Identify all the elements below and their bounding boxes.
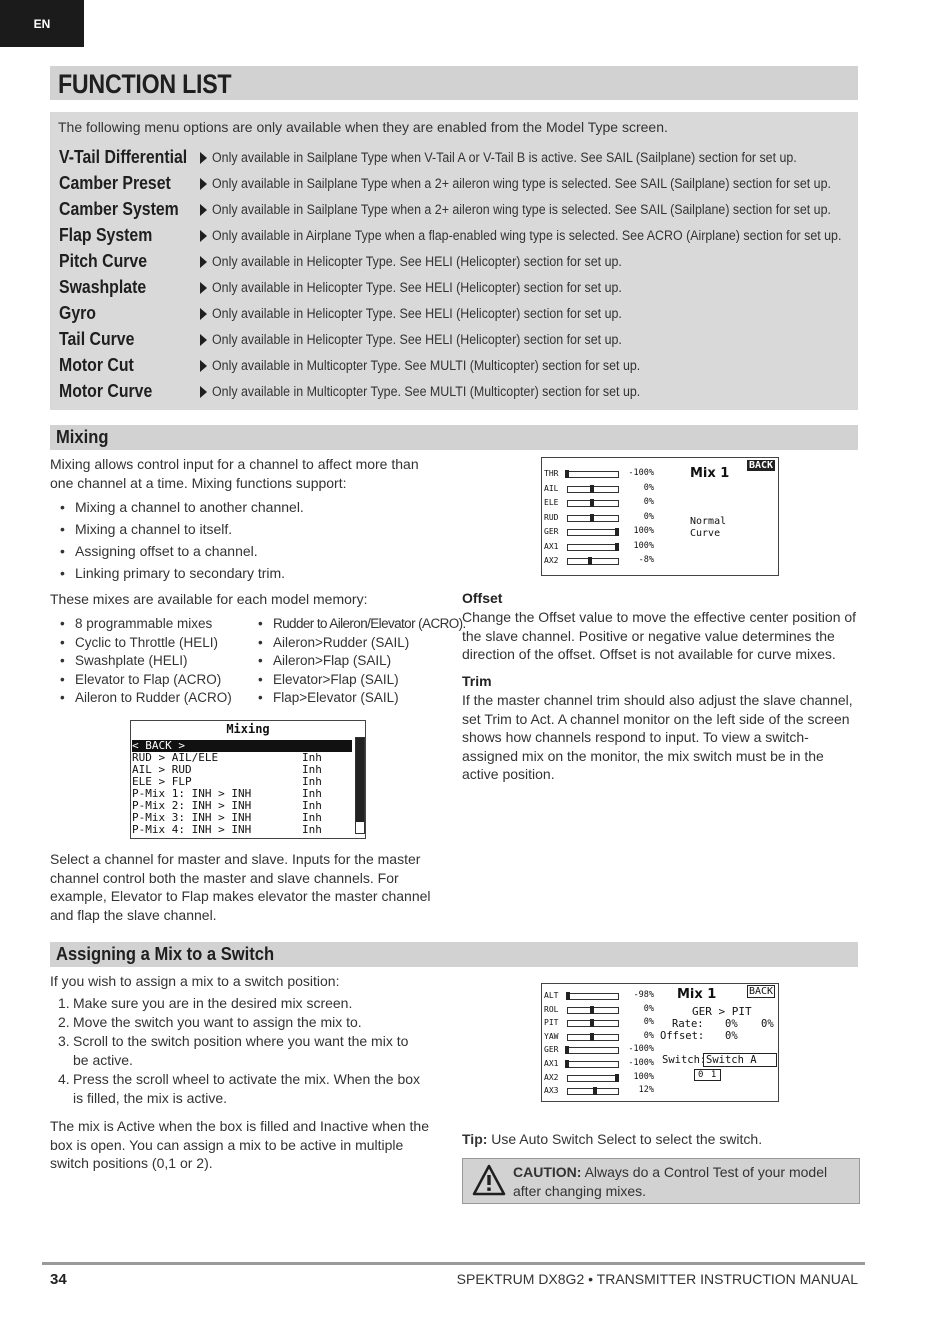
arrow-right-icon — [200, 204, 207, 216]
channel-value: 0% — [643, 1003, 654, 1014]
step-item — [50, 1070, 425, 1108]
function-name: Motor Cut — [59, 355, 134, 375]
channel-monitor-row — [542, 1071, 662, 1085]
function-name: Camber Preset — [59, 173, 171, 193]
channel-value: 100% — [633, 540, 654, 551]
channel-marker — [590, 1006, 594, 1014]
step-number: 3. — [58, 1033, 70, 1049]
step-item — [50, 1032, 425, 1070]
switch-select[interactable]: Switch A — [703, 1053, 777, 1067]
caution-text — [513, 1163, 853, 1200]
function-name: Gyro — [59, 303, 96, 323]
channel-value: -100% — [628, 468, 654, 478]
step-number: 2. — [58, 1014, 70, 1030]
channel-marker — [590, 514, 594, 522]
menu-row-label: P-Mix 2: INH > INH — [132, 799, 252, 812]
arrow-right-icon — [200, 230, 207, 242]
channel-value: 0% — [643, 1030, 654, 1041]
function-description: Only available in Multicopter Type. See MULTI (Multicopter) section for set up. — [212, 384, 641, 399]
function-row — [50, 329, 858, 355]
function-description: Only available in Sailplane Type when a 2+ aileron wing type is selected. See SAIL (Sailplane) section for set up. — [212, 176, 831, 191]
channel-value: 0% — [643, 511, 654, 522]
channel-bar — [567, 1075, 619, 1082]
mix-monitor-screen — [541, 457, 779, 576]
step-text: Make sure you are in the desired mix screen. — [73, 995, 353, 1011]
channel-value: 0% — [643, 1017, 654, 1028]
arrow-right-icon — [200, 256, 207, 268]
channel-value: 0% — [643, 482, 654, 493]
channel-label: AX1 — [544, 541, 559, 551]
channel-value: 0% — [643, 497, 654, 507]
function-name: Swashplate — [59, 277, 147, 297]
channel-monitor-row — [542, 1057, 662, 1071]
caution-box — [462, 1158, 860, 1204]
function-name: V-Tail Differential — [59, 147, 188, 167]
function-name: Camber System — [59, 199, 179, 219]
switch-assign-screen — [541, 983, 779, 1102]
channel-bar — [567, 993, 619, 1000]
offset-text: Change the Offset value to move the effective center position of the slave channel. Positive or negative value determines the direction of the offset. Offset is not available for curve mixes. — [462, 609, 857, 662]
channel-marker — [615, 543, 619, 551]
channel-label: AX2 — [544, 1072, 559, 1082]
channel-value: -100% — [628, 1044, 654, 1055]
footer-rule — [42, 1262, 865, 1265]
switch-screen-title: Mix 1 — [677, 987, 717, 1002]
channel-label: AX1 — [544, 1059, 559, 1068]
offset-label: Offset: — [660, 1030, 705, 1042]
channel-label: RUD — [544, 512, 559, 522]
function-name: Motor Curve — [59, 381, 153, 401]
channel-monitor-row — [542, 554, 662, 569]
channel-marker — [590, 499, 594, 507]
trim-heading: Trim — [462, 673, 492, 689]
menu-row-label: ELE > FLP — [132, 775, 192, 788]
function-row — [50, 225, 858, 251]
function-description: Only available in Helicopter Type. See HELI (Helicopter) section for set up. — [212, 254, 622, 269]
channel-bar — [567, 558, 619, 565]
function-description: Only available in Sailplane Type when a 2+ aileron wing type is selected. See SAIL (Sailplane) section for set up. — [212, 202, 831, 217]
channel-monitor-row — [542, 467, 662, 482]
channel-bar — [567, 471, 619, 478]
assign-note: The mix is Active when the box is filled and Inactive when the box is open. You can assign a mix to be active in multiple switch positions (0,1 or 2). — [50, 1118, 429, 1171]
tip-line — [462, 1130, 762, 1149]
caution-label: CAUTION: — [513, 1164, 582, 1180]
channel-monitor-row — [542, 1043, 662, 1057]
warning-icon — [472, 1164, 506, 1196]
scrollbar[interactable] — [355, 737, 365, 834]
menu-row-label: P-Mix 4: INH > INH — [132, 823, 252, 836]
list-item: • Elevator to Flap (ACRO) — [50, 671, 250, 690]
channel-label: AX2 — [544, 556, 559, 565]
function-description: Only available in Sailplane Type when V-Tail A or V-Tail B is active. See SAIL (Sailplane) section for set up. — [212, 150, 797, 165]
channel-label: ROL — [544, 1004, 559, 1014]
channel-value: -98% — [633, 990, 654, 1000]
channel-monitor-row — [542, 1003, 662, 1017]
menu-row-label: P-Mix 1: INH > INH — [132, 787, 252, 800]
select-channel-text: Select a channel for master and slave. Inputs for the master channel control both the master and slave channels. For example, Elevator to Flap makes elevator the master channel and flap the slave channel. — [50, 851, 431, 923]
assign-steps — [50, 994, 425, 1108]
function-row — [50, 199, 858, 225]
function-description: Only available in Helicopter Type. See HELI (Helicopter) section for set up. — [212, 280, 622, 295]
channel-monitor-row — [542, 1030, 662, 1044]
channel-value: -100% — [628, 1058, 654, 1068]
available-mixes-right — [248, 615, 466, 708]
list-item: • Assigning offset to a channel. — [50, 540, 445, 562]
menu-row-label: P-Mix 3: INH > INH — [132, 811, 252, 824]
channel-marker — [590, 1019, 594, 1027]
function-row — [50, 251, 858, 277]
channel-label: AIL — [544, 483, 559, 493]
list-item: • Rudder to Aileron/Elevator (ACRO). — [248, 615, 448, 634]
menu-row-status: Inh — [302, 823, 322, 836]
step-number: 4. — [58, 1071, 70, 1087]
channel-bar — [567, 544, 619, 551]
rate-value-a[interactable]: 0% — [725, 1018, 738, 1030]
step-item — [50, 994, 425, 1013]
footer-title: SPEKTRUM DX8G2 • TRANSMITTER INSTRUCTION MANUAL — [456, 1271, 858, 1287]
arrow-right-icon — [200, 360, 207, 372]
menu-row-status: Inh — [302, 775, 322, 788]
list-item: • Aileron to Rudder (ACRO) — [50, 689, 250, 708]
available-mixes-heading: These mixes are available for each model memory: — [50, 591, 368, 607]
function-name: Pitch Curve — [59, 251, 148, 271]
menu-row-label: AIL > RUD — [132, 763, 192, 776]
language-label: EN — [33, 16, 51, 31]
offset-value[interactable]: 0% — [725, 1030, 738, 1042]
back-button[interactable]: BACK — [749, 460, 774, 471]
function-description: Only available in Airplane Type when a flap-enabled wing type is selected. See ACRO (Airplane) section for set up. — [212, 228, 842, 243]
mix-line: GER > PIT — [692, 1005, 752, 1018]
function-name: Tail Curve — [59, 329, 135, 349]
menu-row-status: Inh — [302, 787, 322, 800]
arrow-right-icon — [200, 282, 207, 294]
function-row — [50, 173, 858, 199]
channel-monitor-row — [542, 496, 662, 511]
step-text: Press the scroll wheel to activate the mix. When the box is filled, the mix is active. — [73, 1071, 421, 1106]
mix-mode-normal: Normal — [690, 516, 727, 527]
available-mixes-left — [50, 615, 250, 708]
language-tab — [0, 0, 84, 47]
menu-row-label: < BACK > — [132, 739, 185, 752]
page-title: FUNCTION LIST — [58, 69, 232, 99]
channel-monitor-row — [542, 511, 662, 526]
function-row — [50, 303, 858, 329]
channel-marker — [565, 1060, 569, 1068]
function-description: Only available in Helicopter Type. See HELI (Helicopter) section for set up. — [212, 332, 622, 347]
offset-heading: Offset — [462, 590, 503, 606]
list-item: • Aileron>Rudder (SAIL) — [248, 634, 448, 653]
function-list-box — [50, 112, 858, 410]
channel-marker — [590, 1033, 594, 1041]
channel-marker — [593, 1087, 597, 1095]
function-row — [50, 147, 858, 173]
arrow-right-icon — [200, 178, 207, 190]
rate-label: Rate: — [672, 1018, 704, 1030]
mixing-section-heading — [50, 425, 858, 450]
function-name: Flap System — [59, 225, 153, 245]
channel-marker — [565, 1046, 569, 1054]
channel-value: -8% — [638, 555, 654, 565]
channel-label: ELE — [544, 498, 559, 507]
channel-marker — [565, 470, 569, 478]
list-item: • Mixing a channel to itself. — [50, 518, 445, 540]
channel-label: GER — [544, 527, 559, 536]
menu-row[interactable] — [132, 824, 352, 836]
channel-value: 12% — [638, 1085, 654, 1096]
caution-message: Always do a Control Test of your model after changing mixes. — [513, 1164, 828, 1199]
list-item: • Cyclic to Throttle (HELI) — [50, 634, 250, 653]
step-text: Move the switch you want to assign the mix to. — [73, 1014, 362, 1030]
channel-label: AX3 — [544, 1086, 559, 1096]
channel-monitor-row — [542, 1084, 662, 1098]
mix-mode-label — [690, 516, 726, 540]
arrow-right-icon — [200, 386, 207, 398]
channel-label: YAW — [544, 1031, 559, 1041]
list-item: • 8 programmable mixes — [50, 615, 250, 634]
arrow-right-icon — [200, 308, 207, 320]
step-item — [50, 1013, 425, 1032]
channel-marker — [615, 528, 619, 536]
channel-value: 100% — [633, 526, 654, 536]
list-item: • Swashplate (HELI) — [50, 652, 250, 671]
channel-value: 100% — [633, 1071, 654, 1082]
channel-bar — [567, 1047, 619, 1054]
list-item: • Linking primary to secondary trim. — [50, 562, 445, 584]
mixing-intro: Mixing allows control input for a channel to affect more than one channel at a time. Mixing functions support: — [50, 456, 419, 491]
menu-row-status: Inh — [302, 751, 322, 764]
channel-bar — [567, 1061, 619, 1068]
mix-mode-curve: Curve — [690, 528, 721, 539]
back-button[interactable]: BACK — [749, 986, 774, 997]
assign-section-heading — [50, 942, 858, 967]
mixing-support-list — [50, 496, 445, 584]
menu-row-status: Inh — [302, 799, 322, 812]
tip-label: Tip: — [462, 1131, 488, 1147]
arrow-right-icon — [200, 334, 207, 346]
function-row — [50, 355, 858, 381]
channel-bar — [567, 529, 619, 536]
function-description: Only available in Helicopter Type. See HELI (Helicopter) section for set up. — [212, 306, 622, 321]
tip-text: Use Auto Switch Select to select the switch. — [491, 1131, 763, 1147]
channel-marker — [588, 557, 592, 565]
channel-monitor-row — [542, 525, 662, 540]
function-row — [50, 381, 858, 407]
menu-row-status: Inh — [302, 811, 322, 824]
channel-monitor-row — [542, 989, 662, 1003]
switch-position-boxes[interactable]: 0 1 — [694, 1069, 721, 1081]
mixing-menu-title: Mixing — [226, 722, 270, 736]
mixing-heading: Mixing — [56, 427, 109, 447]
channel-label: GER — [544, 1045, 559, 1055]
function-row — [50, 277, 858, 303]
page-number: 34 — [50, 1271, 67, 1288]
function-description: Only available in Multicopter Type. See MULTI (Multicopter) section for set up. — [212, 358, 641, 373]
mix-screen-title: Mix 1 — [690, 466, 730, 481]
channel-marker — [566, 992, 570, 1000]
channel-monitor-row — [542, 540, 662, 555]
channel-label: ALT — [544, 991, 559, 1000]
arrow-right-icon — [200, 152, 207, 164]
channel-monitor-row — [542, 1016, 662, 1030]
rate-value-b[interactable]: 0% — [761, 1018, 774, 1030]
list-item: • Elevator>Flap (SAIL) — [248, 671, 448, 690]
channel-label: THR — [544, 469, 559, 478]
channel-label: PIT — [544, 1018, 559, 1028]
list-item: • Aileron>Flap (SAIL) — [248, 652, 448, 671]
step-number: 1. — [58, 995, 70, 1011]
assign-intro: If you wish to assign a mix to a switch position: — [50, 973, 340, 989]
channel-marker — [590, 485, 594, 493]
step-text: Scroll to the switch position where you want the mix to be active. — [73, 1033, 409, 1068]
channel-monitor-row — [542, 482, 662, 497]
function-list-title-bar — [50, 66, 858, 100]
switch-label: Switch: — [662, 1054, 707, 1066]
menu-row-status: Inh — [302, 763, 322, 776]
list-item: • Flap>Elevator (SAIL) — [248, 689, 448, 708]
trim-text: If the master channel trim should also adjust the slave channel, set Trim to Act. A channel monitor on the left side of the screen shows how channels respond to input. To view a switch-assigned mix on the monitor, the mix switch must be in the active position. — [462, 692, 853, 782]
channel-marker — [615, 1074, 619, 1082]
list-item: • Mixing a channel to another channel. — [50, 496, 445, 518]
function-list-intro: The following menu options are only available when they are enabled from the Model Type screen. — [58, 119, 668, 135]
assign-heading: Assigning a Mix to a Switch — [56, 944, 275, 964]
menu-row-label: RUD > AIL/ELE — [132, 751, 219, 764]
mixing-menu-screen — [130, 720, 366, 839]
